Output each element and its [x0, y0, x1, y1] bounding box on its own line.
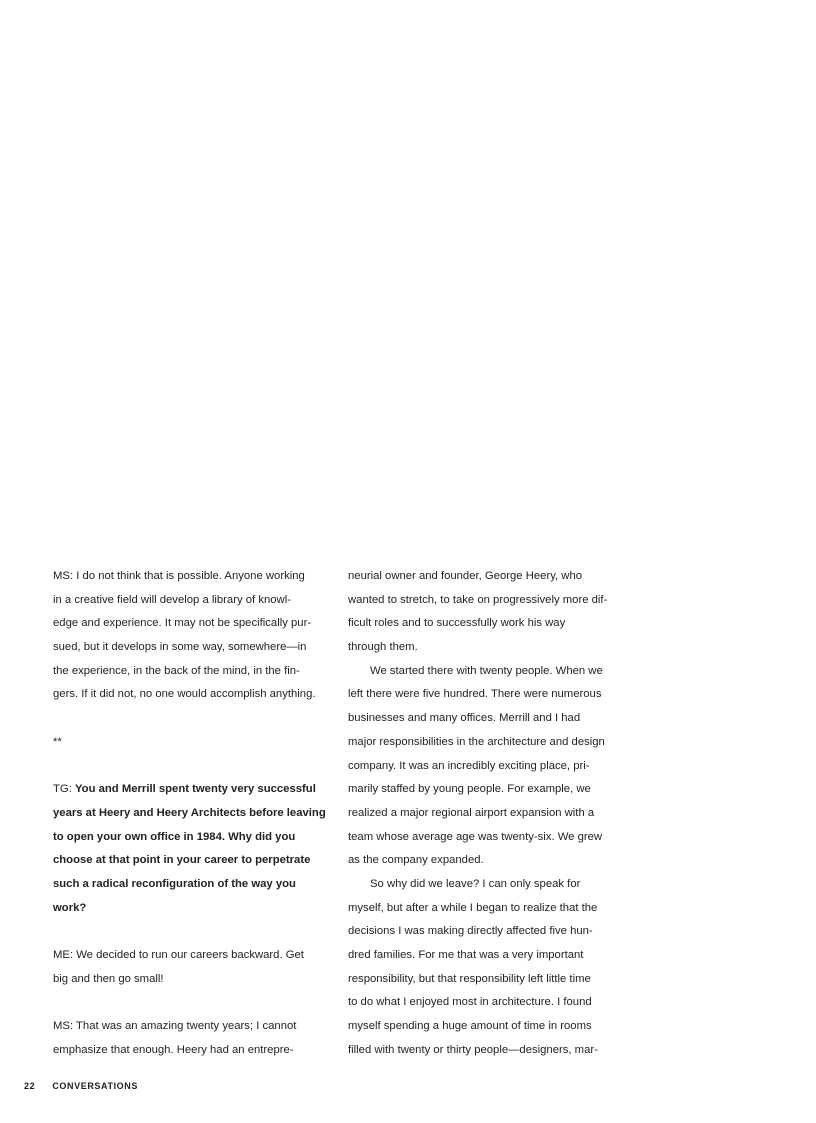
body-text: sued, but it develops in some way, somewhere—in [53, 641, 307, 654]
text-line [53, 1015, 329, 1039]
body-text: MS: That was an amazing twenty years; I cannot [53, 1020, 297, 1033]
text-line [348, 802, 620, 826]
text-line [53, 849, 329, 873]
page-number: 22 [24, 1081, 36, 1091]
text-line [348, 683, 620, 707]
question-text: You and Merrill spent twenty very successful [74, 783, 316, 796]
text-line [348, 1039, 620, 1063]
body-text: as the company expanded. [348, 854, 484, 867]
question-text: such a radical reconfiguration of the way you [53, 877, 296, 890]
text-line [348, 991, 620, 1015]
text-line [53, 683, 329, 707]
body-text: MS: I do not think that is possible. Anyone working [53, 570, 305, 582]
text-line [53, 778, 329, 802]
text-line [348, 731, 620, 755]
text-line [348, 707, 620, 731]
line-spacer [53, 991, 329, 1015]
body-text: edge and experience. It may not be specifically pur- [53, 617, 312, 630]
body-text: big and then go small! [53, 972, 164, 985]
text-line [348, 589, 620, 613]
text-line [53, 660, 329, 684]
body-text: through them. [348, 641, 418, 654]
text-line [348, 1015, 620, 1039]
text-line [53, 612, 329, 636]
body-text: ME: We decided to run our careers backward. Get [53, 949, 304, 961]
text-line [348, 636, 620, 660]
text-line [53, 897, 329, 921]
text-line [348, 565, 620, 589]
question-text: choose at that point in your career to perpetrate [53, 854, 311, 867]
body-text: left there were five hundred. There were numerous [348, 688, 602, 701]
body-text: marily staffed by young people. For example, we [348, 783, 591, 796]
text-line [53, 802, 329, 826]
left-text-column [53, 565, 329, 1062]
text-line [348, 849, 620, 873]
text-line [53, 944, 329, 968]
body-text: responsibility, but that responsibility left little time [348, 972, 591, 985]
text-line [53, 1039, 329, 1063]
line-spacer [53, 920, 329, 944]
line-spacer [53, 755, 329, 779]
text-line [348, 778, 620, 802]
text-line [53, 968, 329, 992]
body-text: We started there with twenty people. When we [370, 664, 603, 677]
text-line [348, 944, 620, 968]
body-text: major responsibilities in the architecture and design [348, 735, 605, 748]
page-footer [24, 1081, 138, 1091]
line-spacer [53, 707, 329, 731]
text-line [53, 589, 329, 613]
text-line [348, 897, 620, 921]
body-text: businesses and many offices. Merrill and I had [348, 712, 581, 725]
text-line [53, 826, 329, 850]
question-text: work? [53, 901, 87, 914]
body-text: myself, but after a while I began to realize that the [348, 901, 598, 914]
body-text: So why did we leave? I can only speak for [370, 877, 581, 890]
right-text-column [348, 565, 620, 1062]
text-line [53, 873, 329, 897]
body-text: team whose average age was twenty-six. We grew [348, 830, 603, 843]
text-line [348, 873, 620, 897]
body-text: gers. If it did not, no one would accomplish anything. [53, 688, 316, 701]
body-text: ** [53, 735, 62, 748]
body-text: in a creative field will develop a library of knowl- [53, 593, 291, 606]
body-text: ficult roles and to successfully work his way [348, 617, 566, 630]
body-text: decisions I was making directly affected five hun- [348, 925, 593, 938]
body-text: realized a major regional airport expansion with a [348, 806, 595, 819]
text-line [348, 660, 620, 684]
body-text: to do what I enjoyed most in architecture. I found [348, 996, 592, 1009]
running-section-title: CONVERSATIONS [52, 1081, 138, 1091]
question-text: to open your own office in 1984. Why did you [53, 830, 296, 843]
text-line [348, 920, 620, 944]
text-line [348, 968, 620, 992]
body-text: company. It was an incredibly exciting place, pri- [348, 759, 590, 772]
question-text: years at Heery and Heery Architects before leaving [53, 806, 326, 819]
body-text: neurial owner and founder, George Heery, who [348, 570, 583, 582]
body-text: filled with twenty or thirty people—designers, mar- [348, 1043, 598, 1056]
text-line [53, 731, 329, 755]
text-line [53, 565, 329, 589]
body-text: emphasize that enough. Heery had an entrepre- [53, 1043, 294, 1056]
text-line [348, 826, 620, 850]
text-line [53, 636, 329, 660]
text-line [348, 612, 620, 636]
body-text: myself spending a huge amount of time in rooms [348, 1020, 592, 1033]
speaker-prefix: TG: [53, 783, 75, 796]
body-text: wanted to stretch, to take on progressively more dif- [348, 593, 608, 606]
body-text: the experience, in the back of the mind, in the fin- [53, 664, 300, 677]
text-line [348, 755, 620, 779]
body-text: dred families. For me that was a very important [348, 949, 584, 961]
